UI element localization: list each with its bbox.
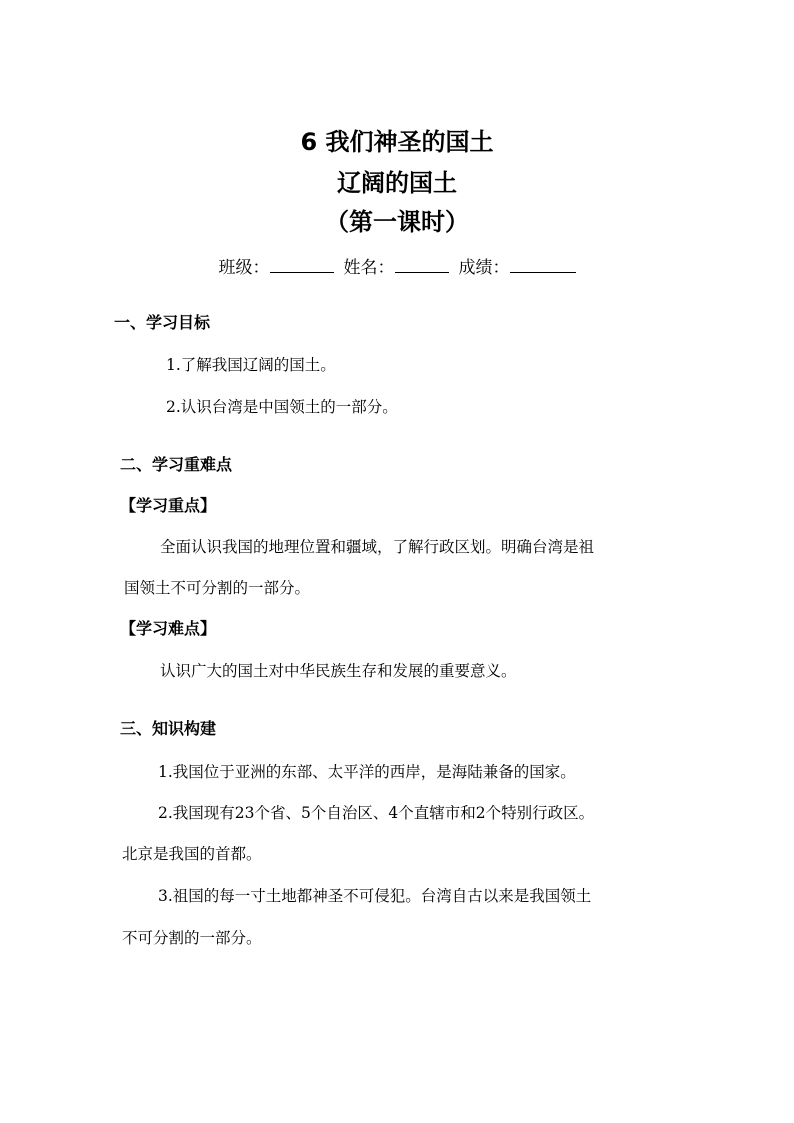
goal-item: 1.了解我国辽阔的国土。 [166, 356, 336, 374]
focus-text-continued: 国领土不可分割的一部分。 [124, 579, 311, 597]
lesson-subtitle: 辽阔的国土 [337, 169, 457, 197]
knowledge-item-continued: 北京是我国的首都。 [122, 845, 262, 863]
goal-item: 2.认识台湾是中国领土的一部分。 [166, 398, 398, 416]
goals-heading: 一、学习目标 [114, 313, 211, 332]
class-label: 班级： [218, 258, 270, 278]
key-points-heading: 二、学习重难点 [120, 455, 233, 474]
focus-heading: 【学习重点】 [120, 496, 217, 515]
difficulty-text: 认识广大的国土对中华民族生存和发展的重要意义。 [160, 662, 517, 680]
knowledge-item-continued: 不可分割的一部分。 [122, 929, 262, 947]
knowledge-item: 2.我国现有23个省、5个自治区、4个直辖市和2个特别行政区。 [158, 804, 595, 822]
name-blank[interactable] [395, 256, 449, 273]
class-blank[interactable] [270, 256, 334, 273]
score-blank[interactable] [510, 256, 576, 273]
knowledge-item: 1.我国位于亚洲的东部、太平洋的西岸，是海陆兼备的国家。 [158, 763, 576, 781]
focus-text: 全面认识我国的地理位置和疆域，了解行政区划。明确台湾是祖 [160, 538, 595, 556]
difficulty-heading: 【学习难点】 [120, 619, 217, 638]
knowledge-item: 3.祖国的每一寸土地都神圣不可侵犯。台湾自古以来是我国领土 [158, 887, 592, 905]
lesson-period: （第一课时） [325, 208, 469, 236]
lesson-title: 6 我们神圣的国土 [300, 128, 494, 156]
score-label: 成绩： [458, 258, 510, 278]
student-info-row [0, 256, 794, 280]
knowledge-heading: 三、知识构建 [120, 719, 217, 738]
name-label: 姓名： [343, 258, 395, 278]
